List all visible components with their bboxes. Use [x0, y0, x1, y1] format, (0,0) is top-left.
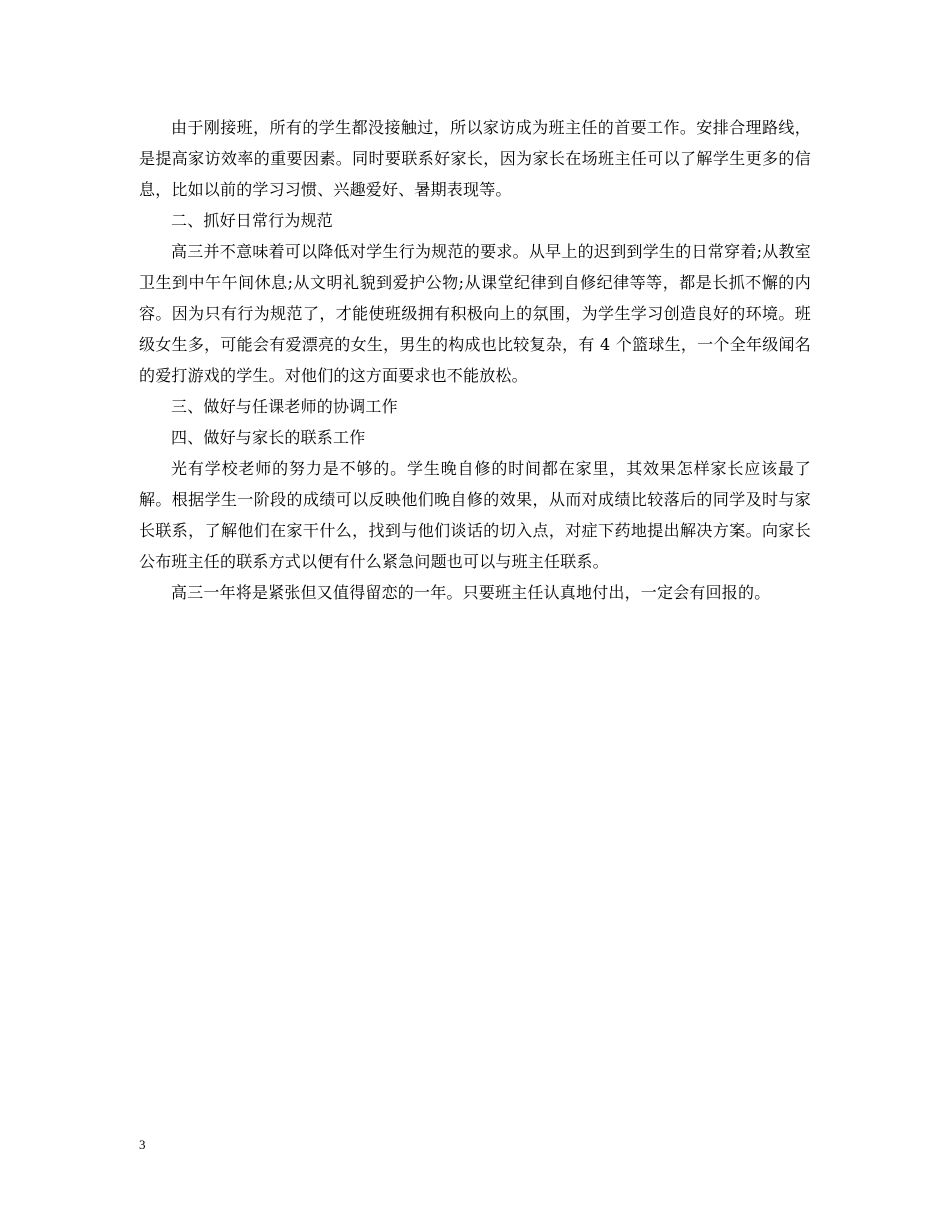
paragraph-behavior: 高三并不意味着可以降低对学生行为规范的要求。从早上的迟到到学生的日常穿着;从教室卫生到中午午间休息;从文明礼貌到爱护公物;从课堂纪律到自修纪律等等，都是长抓不懈的内容。因为只有行为规范了，才能使班级拥有积极向上的氛围，为学生学习创造良好的环境。班级女生多，可能会有爱漂亮的女生，男生的构成也比较复杂，有 4 个篮球生，一个全年级闻名的爱打游戏的学生。对他们的这方面要求也不能放松。 [139, 242, 811, 385]
section-heading-teachers: 三、做好与任课老师的协调工作 [171, 397, 398, 416]
section-heading-behavior: 二、抓好日常行为规范 [171, 211, 334, 230]
section-heading-parents: 四、做好与家长的联系工作 [171, 428, 366, 447]
paragraph-home-visit: 由于刚接班，所有的学生都没接触过，所以家访成为班主任的首要工作。安排合理路线，是提高家访效率的重要因素。同时要联系好家长，因为家长在场班主任可以了解学生更多的信息，比如以前的学习习惯、兴趣爱好、暑期表现等。 [139, 118, 811, 199]
paragraph-conclusion: 高三一年将是紧张但又值得留恋的一年。只要班主任认真地付出，一定会有回报的。 [171, 583, 771, 602]
paragraph-parents: 光有学校老师的努力是不够的。学生晚自修的时间都在家里，其效果怎样家长应该最了解。根据学生一阶段的成绩可以反映他们晚自修的效果，从而对成绩比较落后的同学及时与家长联系，了解他们在家干什么，找到与他们谈话的切入点，对症下药地提出解决方案。向家长公布班主任的联系方式以便有什么紧急问题也可以与班主任联系。 [139, 459, 811, 571]
page-number: 3 [139, 1137, 146, 1152]
document-body [139, 112, 811, 608]
